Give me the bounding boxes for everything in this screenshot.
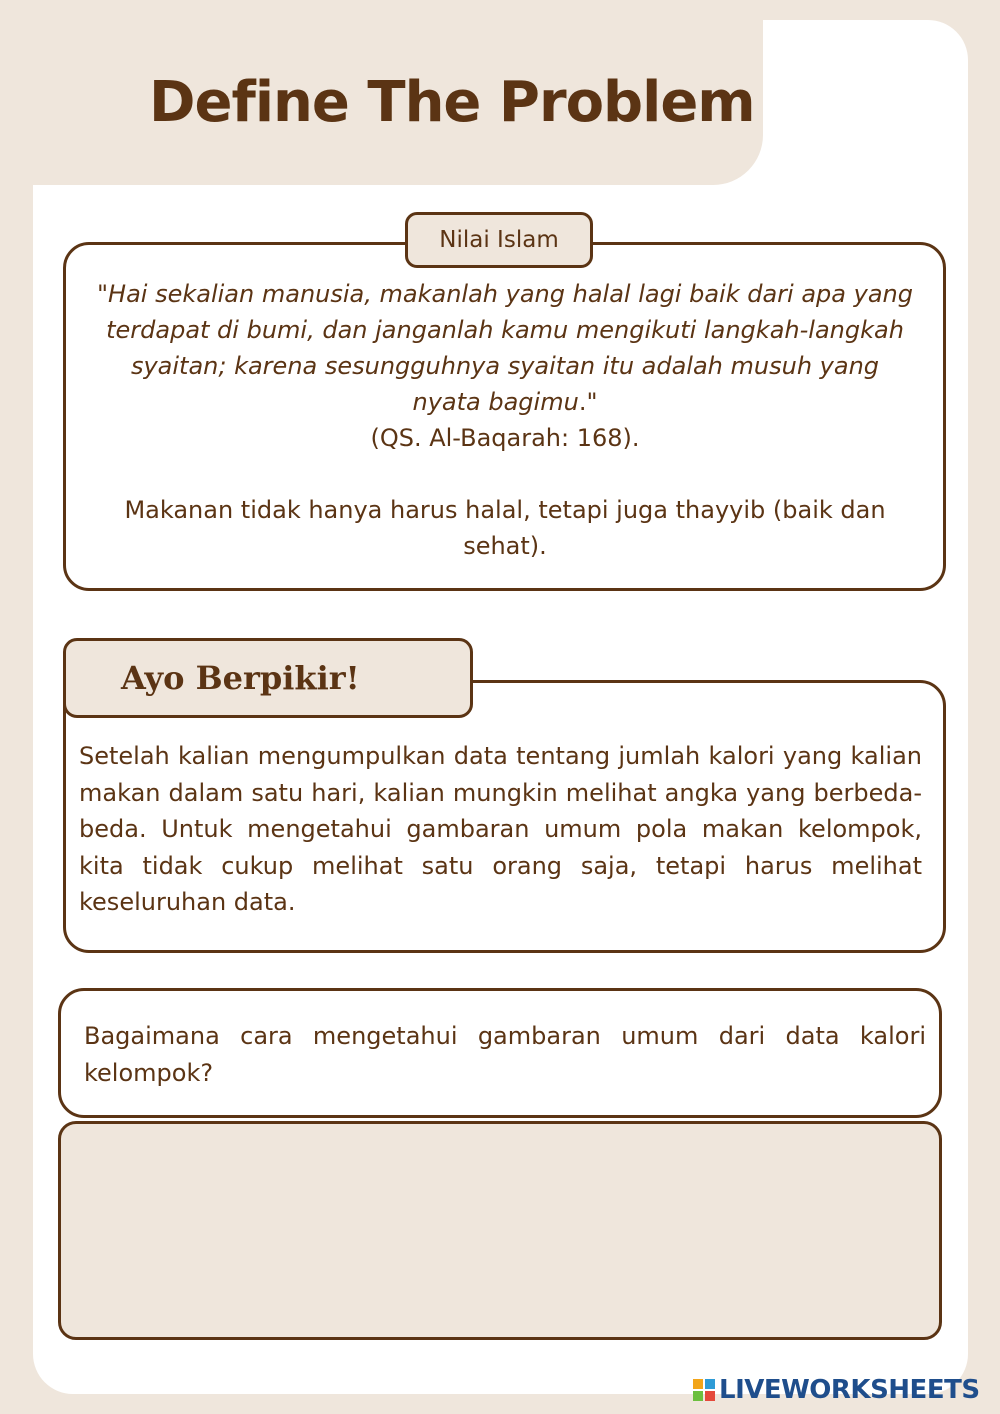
quote-reference: (QS. Al-Baqarah: 168). xyxy=(370,424,640,452)
halal-note: Makanan tidak hanya harus halal, tetapi juga thayyib (baik dan sehat). xyxy=(124,496,886,560)
page-title: Define The Problem xyxy=(149,70,755,135)
ayo-berpikir-title: Ayo Berpikir! xyxy=(121,659,360,697)
nilai-islam-content xyxy=(95,276,915,564)
ayo-berpikir-body: Setelah kalian mengumpulkan data tentang jumlah kalori yang kalian makan dalam satu hari, kalian mungkin melihat angka yang berbeda-beda. Untuk mengetahui gambaran umum pola makan kelompok, kita tidak cukup melihat satu orang saja, tetapi harus melihat keseluruhan data. xyxy=(79,742,922,916)
liveworksheets-brand[interactable] xyxy=(693,1374,980,1406)
quran-quote xyxy=(95,276,915,420)
quote-open-mark: " xyxy=(97,280,109,308)
quote-close-mark: ." xyxy=(578,388,598,416)
quote-text: Hai sekalian manusia, makanlah yang halal lagi baik dari apa yang terdapat di bumi, dan janganlah kamu mengikuti langkah-langkah syaitan; karena sesungguhnya syaitan itu adalah musuh yang nyata bagimu xyxy=(106,280,913,416)
logo-square-3 xyxy=(693,1391,703,1401)
question-text: Bagaimana cara mengetahui gambaran umum dari data kalori kelompok? xyxy=(84,1022,926,1087)
title-tab xyxy=(33,20,763,185)
nilai-islam-label: Nilai Islam xyxy=(405,212,593,268)
logo-square-2 xyxy=(705,1379,715,1389)
logo-square-4 xyxy=(705,1391,715,1401)
answer-input[interactable] xyxy=(58,1121,942,1340)
ayo-berpikir-tab xyxy=(63,638,473,718)
liveworksheets-logo-icon xyxy=(693,1379,715,1401)
brand-name: LIVEWORKSHEETS xyxy=(719,1375,980,1405)
logo-square-1 xyxy=(693,1379,703,1389)
